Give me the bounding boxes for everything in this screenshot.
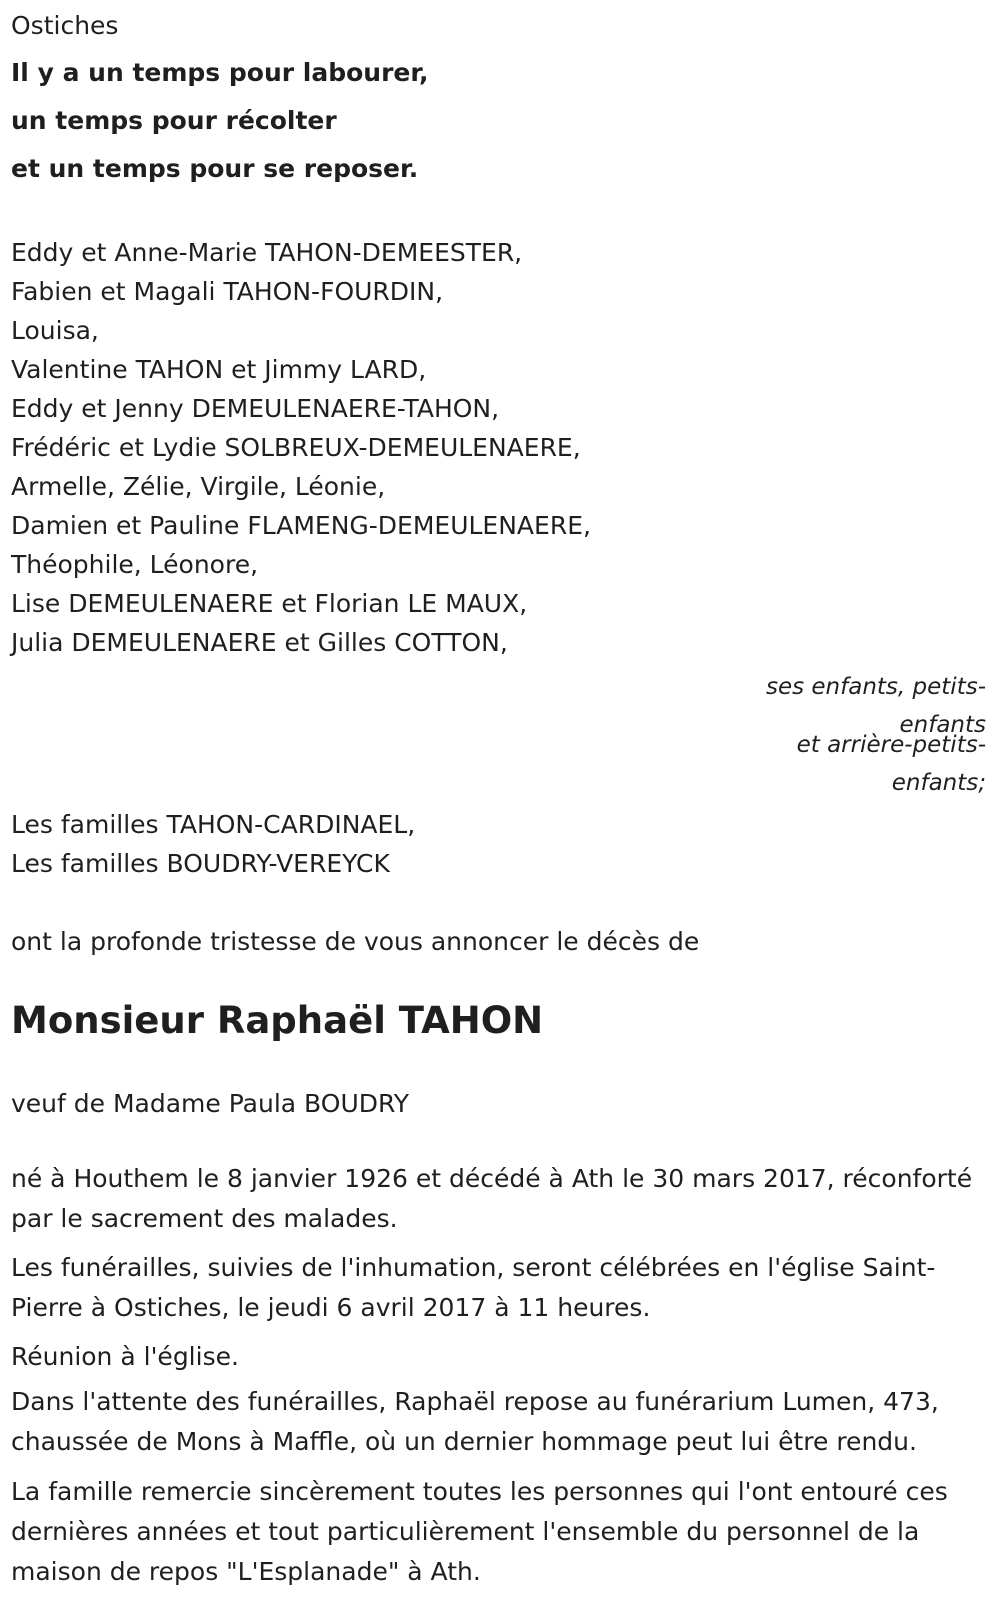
relationship-line-1: ses enfants, petits-enfants xyxy=(765,674,986,738)
family-member: Julia DEMEULENAERE et Gilles COTTON, xyxy=(11,628,508,657)
other-families xyxy=(11,805,415,883)
family-member: Fabien et Magali TAHON-FOURDIN, xyxy=(11,277,444,306)
family-member: Eddy et Jenny DEMEULENAERE-TAHON, xyxy=(11,394,500,423)
verse-line-1: Il y a un temps pour labourer, xyxy=(11,58,429,87)
relationship-line-2: et arrière-petits-enfants; xyxy=(796,732,986,796)
other-family: Les familles TAHON-CARDINAEL, xyxy=(11,810,416,839)
paragraph-meeting: Réunion à l'église. xyxy=(11,1342,239,1371)
deceased-name: Monsieur Raphaël TAHON xyxy=(11,999,544,1042)
family-member: Louisa, xyxy=(11,316,99,345)
family-member: Damien et Pauline FLAMENG-DEMEULENAERE, xyxy=(11,511,591,540)
verse-line-2: un temps pour récolter xyxy=(11,106,337,135)
paragraph-funeral: Les funérailles, suivies de l'inhumation, seront célébrées en l'église Saint-Pierre à Ostiches, le jeudi 6 avril 2017 à 11 heures. xyxy=(11,1253,936,1322)
paragraph-funerarium: Dans l'attente des funérailles, Raphaël repose au funérarium Lumen, 473, chaussée de Mons à Maffle, où un dernier hommage peut lui être rendu. xyxy=(11,1387,939,1456)
other-family: Les familles BOUDRY-VEREYCK xyxy=(11,849,390,878)
paragraph-birth-death: né à Houthem le 8 janvier 1926 et décédé à Ath le 30 mars 2017, réconforté par le sacrement des malades. xyxy=(11,1164,973,1233)
family-member: Lise DEMEULENAERE et Florian LE MAUX, xyxy=(11,589,528,618)
family-member: Armelle, Zélie, Virgile, Léonie, xyxy=(11,472,386,501)
family-member: Frédéric et Lydie SOLBREUX-DEMEULENAERE, xyxy=(11,433,581,462)
family-member: Eddy et Anne-Marie TAHON-DEMEESTER, xyxy=(11,238,523,267)
family-member: Théophile, Léonore, xyxy=(11,550,259,579)
location: Ostiches xyxy=(11,11,119,40)
widow-of: veuf de Madame Paula BOUDRY xyxy=(11,1089,410,1118)
family-member: Valentine TAHON et Jimmy LARD, xyxy=(11,355,427,384)
announcement: ont la profonde tristesse de vous annoncer le décès de xyxy=(11,927,700,956)
paragraph-thanks: La famille remercie sincèrement toutes les personnes qui l'ont entouré ces dernières années et tout particulièrement l'ensemble du personnel de la maison de repos "L'Esplanade" à Ath. xyxy=(11,1477,948,1586)
verse-line-3: et un temps pour se reposer. xyxy=(11,154,419,183)
family-list xyxy=(11,233,591,662)
